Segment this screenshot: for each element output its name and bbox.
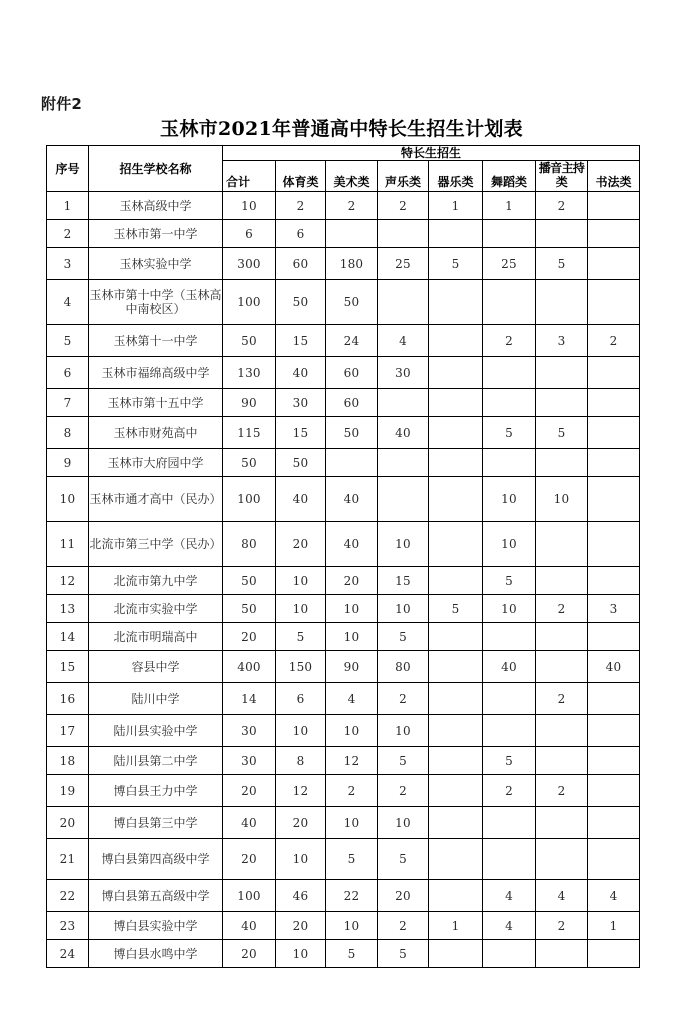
cell-vocal bbox=[378, 449, 429, 477]
cell-school: 北流市第九中学 bbox=[89, 567, 223, 595]
cell-art: 2 bbox=[326, 775, 378, 807]
cell-dance: 2 bbox=[483, 325, 536, 357]
cell-instr bbox=[429, 389, 483, 417]
cell-school: 玉林市财苑高中 bbox=[89, 417, 223, 449]
cell-host bbox=[536, 651, 588, 683]
cell-instr bbox=[429, 357, 483, 389]
cell-instr bbox=[429, 807, 483, 839]
cell-vocal: 80 bbox=[378, 651, 429, 683]
cell-instr bbox=[429, 220, 483, 248]
table-row bbox=[47, 389, 640, 417]
cell-dance bbox=[483, 940, 536, 968]
cell-dance: 4 bbox=[483, 912, 536, 940]
cell-sports: 20 bbox=[276, 807, 326, 839]
cell-host: 5 bbox=[536, 248, 588, 280]
table-body bbox=[47, 192, 640, 968]
cell-art: 10 bbox=[326, 912, 378, 940]
cell-sports: 30 bbox=[276, 389, 326, 417]
cell-dance bbox=[483, 220, 536, 248]
cell-instr bbox=[429, 477, 483, 522]
table-row bbox=[47, 940, 640, 968]
cell-dance: 10 bbox=[483, 477, 536, 522]
cell-vocal: 15 bbox=[378, 567, 429, 595]
cell-host: 2 bbox=[536, 912, 588, 940]
cell-vocal: 2 bbox=[378, 775, 429, 807]
cell-sports: 20 bbox=[276, 522, 326, 567]
table-row bbox=[47, 522, 640, 567]
cell-school: 陆川县第二中学 bbox=[89, 747, 223, 775]
cell-no: 24 bbox=[47, 940, 89, 968]
cell-instr: 1 bbox=[429, 192, 483, 220]
cell-instr bbox=[429, 651, 483, 683]
cell-instr bbox=[429, 940, 483, 968]
cell-total: 130 bbox=[223, 357, 276, 389]
cell-sports: 10 bbox=[276, 567, 326, 595]
cell-sports: 60 bbox=[276, 248, 326, 280]
cell-dance bbox=[483, 389, 536, 417]
col-header-vocal: 声乐类 bbox=[378, 161, 429, 192]
cell-art: 4 bbox=[326, 683, 378, 715]
cell-art: 10 bbox=[326, 623, 378, 651]
col-header-dance: 舞蹈类 bbox=[483, 161, 536, 192]
cell-calli bbox=[588, 417, 640, 449]
cell-sports: 10 bbox=[276, 839, 326, 880]
col-header-school: 招生学校名称 bbox=[89, 146, 223, 192]
cell-school: 博白县王力中学 bbox=[89, 775, 223, 807]
cell-host: 2 bbox=[536, 683, 588, 715]
table-row bbox=[47, 449, 640, 477]
cell-vocal: 5 bbox=[378, 747, 429, 775]
cell-sports: 2 bbox=[276, 192, 326, 220]
cell-art: 2 bbox=[326, 192, 378, 220]
cell-school: 博白县第五高级中学 bbox=[89, 880, 223, 912]
cell-instr: 5 bbox=[429, 595, 483, 623]
table-row bbox=[47, 807, 640, 839]
cell-sports: 6 bbox=[276, 220, 326, 248]
cell-dance: 40 bbox=[483, 651, 536, 683]
cell-total: 6 bbox=[223, 220, 276, 248]
cell-sports: 46 bbox=[276, 880, 326, 912]
cell-total: 400 bbox=[223, 651, 276, 683]
cell-host bbox=[536, 449, 588, 477]
cell-dance bbox=[483, 623, 536, 651]
cell-dance bbox=[483, 449, 536, 477]
table-row bbox=[47, 280, 640, 325]
table-row bbox=[47, 651, 640, 683]
cell-calli: 40 bbox=[588, 651, 640, 683]
cell-instr bbox=[429, 839, 483, 880]
cell-sports: 6 bbox=[276, 683, 326, 715]
cell-total: 20 bbox=[223, 775, 276, 807]
cell-host bbox=[536, 747, 588, 775]
cell-art: 12 bbox=[326, 747, 378, 775]
cell-no: 4 bbox=[47, 280, 89, 325]
col-header-group: 特长生招生 bbox=[223, 146, 640, 161]
table-row bbox=[47, 220, 640, 248]
cell-dance: 2 bbox=[483, 775, 536, 807]
col-header-sports: 体育类 bbox=[276, 161, 326, 192]
cell-vocal bbox=[378, 477, 429, 522]
cell-instr: 5 bbox=[429, 248, 483, 280]
cell-total: 50 bbox=[223, 449, 276, 477]
cell-calli bbox=[588, 192, 640, 220]
cell-calli: 2 bbox=[588, 325, 640, 357]
cell-school: 容县中学 bbox=[89, 651, 223, 683]
cell-art: 60 bbox=[326, 389, 378, 417]
cell-sports: 150 bbox=[276, 651, 326, 683]
cell-sports: 40 bbox=[276, 477, 326, 522]
table-row bbox=[47, 477, 640, 522]
cell-no: 9 bbox=[47, 449, 89, 477]
cell-total: 30 bbox=[223, 747, 276, 775]
cell-total: 50 bbox=[223, 595, 276, 623]
cell-instr bbox=[429, 567, 483, 595]
cell-calli bbox=[588, 248, 640, 280]
cell-instr bbox=[429, 775, 483, 807]
header-row-top bbox=[47, 146, 640, 161]
cell-art: 22 bbox=[326, 880, 378, 912]
cell-no: 14 bbox=[47, 623, 89, 651]
col-header-total: 合计 bbox=[223, 161, 276, 192]
enrollment-plan-table bbox=[46, 145, 640, 968]
cell-vocal: 30 bbox=[378, 357, 429, 389]
cell-host bbox=[536, 807, 588, 839]
cell-vocal: 10 bbox=[378, 715, 429, 747]
cell-vocal: 40 bbox=[378, 417, 429, 449]
cell-art bbox=[326, 449, 378, 477]
cell-total: 100 bbox=[223, 280, 276, 325]
cell-dance bbox=[483, 357, 536, 389]
cell-vocal: 2 bbox=[378, 683, 429, 715]
cell-calli bbox=[588, 567, 640, 595]
cell-art: 10 bbox=[326, 595, 378, 623]
cell-no: 21 bbox=[47, 839, 89, 880]
cell-total: 10 bbox=[223, 192, 276, 220]
cell-total: 300 bbox=[223, 248, 276, 280]
cell-host bbox=[536, 220, 588, 248]
cell-dance bbox=[483, 715, 536, 747]
cell-vocal: 2 bbox=[378, 912, 429, 940]
cell-no: 17 bbox=[47, 715, 89, 747]
cell-vocal: 5 bbox=[378, 623, 429, 651]
table-row bbox=[47, 880, 640, 912]
cell-instr bbox=[429, 449, 483, 477]
cell-dance: 10 bbox=[483, 522, 536, 567]
cell-no: 2 bbox=[47, 220, 89, 248]
cell-sports: 50 bbox=[276, 449, 326, 477]
cell-no: 20 bbox=[47, 807, 89, 839]
cell-calli bbox=[588, 683, 640, 715]
table-row bbox=[47, 839, 640, 880]
cell-host: 3 bbox=[536, 325, 588, 357]
cell-calli bbox=[588, 747, 640, 775]
cell-calli bbox=[588, 449, 640, 477]
cell-school: 北流市明瑞高中 bbox=[89, 623, 223, 651]
table-row bbox=[47, 248, 640, 280]
cell-host: 2 bbox=[536, 775, 588, 807]
cell-instr bbox=[429, 683, 483, 715]
col-header-hosting: 播音主持类 bbox=[536, 161, 588, 192]
table-row bbox=[47, 912, 640, 940]
cell-total: 14 bbox=[223, 683, 276, 715]
cell-no: 13 bbox=[47, 595, 89, 623]
cell-no: 6 bbox=[47, 357, 89, 389]
cell-calli bbox=[588, 839, 640, 880]
cell-instr bbox=[429, 522, 483, 567]
cell-sports: 10 bbox=[276, 715, 326, 747]
cell-art: 180 bbox=[326, 248, 378, 280]
cell-host bbox=[536, 389, 588, 417]
cell-sports: 10 bbox=[276, 595, 326, 623]
cell-school: 陆川县实验中学 bbox=[89, 715, 223, 747]
cell-host bbox=[536, 522, 588, 567]
cell-total: 50 bbox=[223, 567, 276, 595]
cell-school: 玉林市第十五中学 bbox=[89, 389, 223, 417]
cell-calli: 1 bbox=[588, 912, 640, 940]
cell-instr bbox=[429, 280, 483, 325]
attachment-label: 附件2 bbox=[41, 95, 83, 113]
cell-no: 22 bbox=[47, 880, 89, 912]
table-row bbox=[47, 715, 640, 747]
cell-vocal: 10 bbox=[378, 807, 429, 839]
cell-school: 北流市第三中学（民办） bbox=[89, 522, 223, 567]
cell-vocal: 5 bbox=[378, 839, 429, 880]
col-header-instrumental: 器乐类 bbox=[429, 161, 483, 192]
cell-no: 11 bbox=[47, 522, 89, 567]
col-header-calligraphy: 书法类 bbox=[588, 161, 640, 192]
cell-sports: 12 bbox=[276, 775, 326, 807]
cell-vocal: 2 bbox=[378, 192, 429, 220]
col-header-no: 序号 bbox=[47, 146, 89, 192]
cell-vocal: 4 bbox=[378, 325, 429, 357]
cell-vocal: 25 bbox=[378, 248, 429, 280]
cell-art: 10 bbox=[326, 715, 378, 747]
cell-sports: 50 bbox=[276, 280, 326, 325]
cell-sports: 20 bbox=[276, 912, 326, 940]
cell-school: 玉林市第一中学 bbox=[89, 220, 223, 248]
cell-school: 博白县实验中学 bbox=[89, 912, 223, 940]
cell-host: 10 bbox=[536, 477, 588, 522]
table-row bbox=[47, 683, 640, 715]
cell-host bbox=[536, 715, 588, 747]
cell-instr: 1 bbox=[429, 912, 483, 940]
cell-host: 2 bbox=[536, 192, 588, 220]
cell-host bbox=[536, 280, 588, 325]
col-header-art: 美术类 bbox=[326, 161, 378, 192]
cell-calli bbox=[588, 775, 640, 807]
cell-instr bbox=[429, 880, 483, 912]
cell-host bbox=[536, 940, 588, 968]
table-row bbox=[47, 775, 640, 807]
cell-no: 18 bbox=[47, 747, 89, 775]
cell-host bbox=[536, 839, 588, 880]
cell-instr bbox=[429, 623, 483, 651]
table-row bbox=[47, 623, 640, 651]
cell-dance: 25 bbox=[483, 248, 536, 280]
cell-calli bbox=[588, 522, 640, 567]
cell-school: 玉林市第十中学（玉林高中南校区） bbox=[89, 280, 223, 325]
cell-art: 24 bbox=[326, 325, 378, 357]
cell-vocal: 5 bbox=[378, 940, 429, 968]
cell-total: 40 bbox=[223, 807, 276, 839]
table-row bbox=[47, 747, 640, 775]
cell-art: 10 bbox=[326, 807, 378, 839]
cell-no: 1 bbox=[47, 192, 89, 220]
cell-art bbox=[326, 220, 378, 248]
cell-instr bbox=[429, 747, 483, 775]
cell-school: 玉林市通才高中（民办） bbox=[89, 477, 223, 522]
cell-vocal bbox=[378, 280, 429, 325]
cell-dance: 5 bbox=[483, 747, 536, 775]
cell-no: 19 bbox=[47, 775, 89, 807]
cell-calli: 3 bbox=[588, 595, 640, 623]
cell-total: 50 bbox=[223, 325, 276, 357]
cell-school: 玉林第十一中学 bbox=[89, 325, 223, 357]
cell-total: 20 bbox=[223, 839, 276, 880]
cell-sports: 8 bbox=[276, 747, 326, 775]
table-head bbox=[47, 146, 640, 192]
cell-no: 10 bbox=[47, 477, 89, 522]
cell-calli bbox=[588, 623, 640, 651]
cell-vocal bbox=[378, 220, 429, 248]
cell-dance: 10 bbox=[483, 595, 536, 623]
cell-host bbox=[536, 567, 588, 595]
cell-sports: 15 bbox=[276, 325, 326, 357]
cell-sports: 10 bbox=[276, 940, 326, 968]
cell-vocal bbox=[378, 389, 429, 417]
cell-dance: 5 bbox=[483, 567, 536, 595]
cell-sports: 40 bbox=[276, 357, 326, 389]
cell-total: 40 bbox=[223, 912, 276, 940]
cell-school: 北流市实验中学 bbox=[89, 595, 223, 623]
cell-total: 100 bbox=[223, 477, 276, 522]
cell-calli bbox=[588, 477, 640, 522]
cell-art: 5 bbox=[326, 940, 378, 968]
cell-dance bbox=[483, 807, 536, 839]
cell-host bbox=[536, 357, 588, 389]
table-row bbox=[47, 567, 640, 595]
cell-no: 16 bbox=[47, 683, 89, 715]
cell-school: 博白县水鸣中学 bbox=[89, 940, 223, 968]
cell-host bbox=[536, 623, 588, 651]
cell-total: 115 bbox=[223, 417, 276, 449]
table-row bbox=[47, 417, 640, 449]
table-row bbox=[47, 357, 640, 389]
cell-calli bbox=[588, 940, 640, 968]
cell-no: 5 bbox=[47, 325, 89, 357]
cell-school: 博白县第四高级中学 bbox=[89, 839, 223, 880]
cell-host: 4 bbox=[536, 880, 588, 912]
cell-instr bbox=[429, 325, 483, 357]
cell-total: 90 bbox=[223, 389, 276, 417]
cell-art: 50 bbox=[326, 280, 378, 325]
cell-school: 陆川中学 bbox=[89, 683, 223, 715]
cell-calli bbox=[588, 220, 640, 248]
cell-dance: 1 bbox=[483, 192, 536, 220]
cell-art: 40 bbox=[326, 477, 378, 522]
cell-calli bbox=[588, 807, 640, 839]
cell-no: 7 bbox=[47, 389, 89, 417]
cell-sports: 15 bbox=[276, 417, 326, 449]
cell-school: 玉林高级中学 bbox=[89, 192, 223, 220]
cell-dance: 5 bbox=[483, 417, 536, 449]
cell-instr bbox=[429, 715, 483, 747]
cell-art: 50 bbox=[326, 417, 378, 449]
cell-vocal: 10 bbox=[378, 595, 429, 623]
cell-total: 20 bbox=[223, 940, 276, 968]
cell-sports: 5 bbox=[276, 623, 326, 651]
cell-no: 15 bbox=[47, 651, 89, 683]
cell-no: 3 bbox=[47, 248, 89, 280]
cell-dance bbox=[483, 839, 536, 880]
page-title: 玉林市2021年普通高中特长生招生计划表 bbox=[160, 118, 523, 140]
cell-dance bbox=[483, 280, 536, 325]
cell-art: 60 bbox=[326, 357, 378, 389]
cell-school: 玉林市大府园中学 bbox=[89, 449, 223, 477]
cell-school: 玉林实验中学 bbox=[89, 248, 223, 280]
table-row bbox=[47, 192, 640, 220]
cell-host: 5 bbox=[536, 417, 588, 449]
table-row bbox=[47, 325, 640, 357]
cell-instr bbox=[429, 417, 483, 449]
table-row bbox=[47, 595, 640, 623]
cell-school: 玉林市福绵高级中学 bbox=[89, 357, 223, 389]
cell-calli bbox=[588, 389, 640, 417]
cell-calli bbox=[588, 280, 640, 325]
cell-calli bbox=[588, 357, 640, 389]
cell-dance: 4 bbox=[483, 880, 536, 912]
cell-no: 12 bbox=[47, 567, 89, 595]
cell-school: 博白县第三中学 bbox=[89, 807, 223, 839]
cell-no: 8 bbox=[47, 417, 89, 449]
cell-host: 2 bbox=[536, 595, 588, 623]
cell-art: 90 bbox=[326, 651, 378, 683]
cell-total: 100 bbox=[223, 880, 276, 912]
cell-total: 30 bbox=[223, 715, 276, 747]
cell-total: 80 bbox=[223, 522, 276, 567]
cell-calli bbox=[588, 715, 640, 747]
cell-art: 5 bbox=[326, 839, 378, 880]
cell-dance bbox=[483, 683, 536, 715]
cell-art: 20 bbox=[326, 567, 378, 595]
cell-art: 40 bbox=[326, 522, 378, 567]
cell-vocal: 20 bbox=[378, 880, 429, 912]
cell-calli: 4 bbox=[588, 880, 640, 912]
cell-vocal: 10 bbox=[378, 522, 429, 567]
cell-no: 23 bbox=[47, 912, 89, 940]
cell-total: 20 bbox=[223, 623, 276, 651]
